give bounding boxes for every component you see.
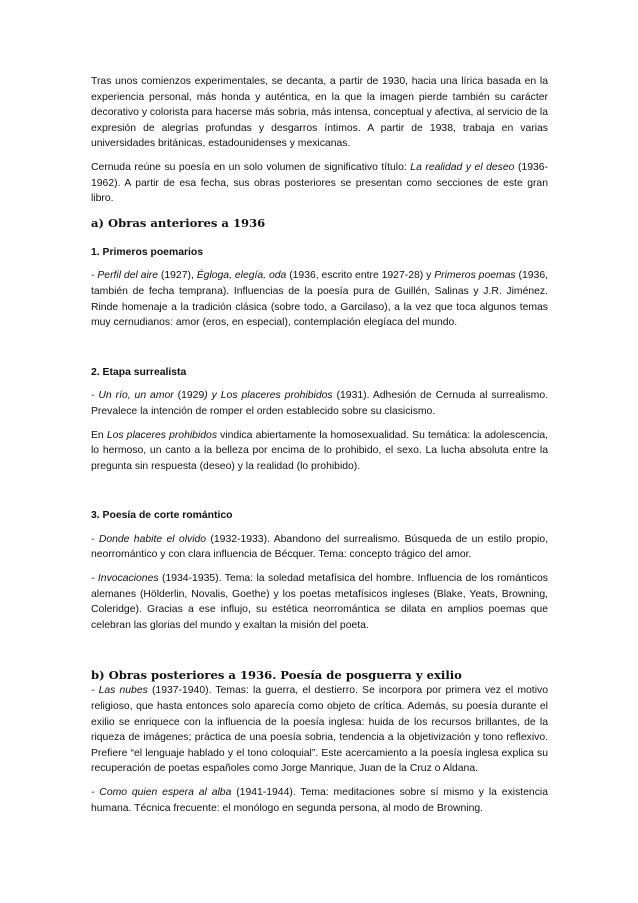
section-b-paragraph-1 — [91, 683, 548, 777]
text-span: (1927), — [158, 270, 197, 282]
text-span: (1929 — [173, 390, 205, 402]
subsection-3-paragraph-1 — [91, 532, 548, 563]
subsection-3-heading: 3. Poesía de corte romántico — [91, 510, 233, 522]
section-b-heading: b) Obras posteriores a 1936. Poesía de posguerra y exilio — [91, 668, 462, 683]
text-span: (1936, también de fecha temprana). Influencias de la poesía pura de Guillén, Salinas y J.R. Jiménez. Rinde homenaje a la tradición clásica (sobre todo, a Garcilaso), a la vez que toca algunos temas muy cernudianos: amor (eros, en especial), contemplación elegíaca del mundo. — [91, 270, 548, 329]
text-span: (1931). Adhesión de Cernuda al surrealismo. Prevalece la intención de romper el orden establecido sobre su clasicismo. — [91, 390, 548, 417]
section-a-heading: a) Obras anteriores a 1936 — [91, 215, 266, 230]
intro-p2-text-b: (1936-1962). A partir de esa fecha, sus obras posteriores se presentan como secciones de este gran libro. — [91, 161, 548, 205]
subsection-2-paragraph-2 — [91, 428, 548, 475]
text-span: En — [91, 429, 107, 441]
title-como-quien-espera-al-alba: - Como quien espera al alba — [91, 787, 232, 798]
intro-paragraph-2 — [91, 160, 548, 207]
text-span: (1941-1944). Tema: meditaciones sobre sí mismo y la existencia humana. Técnica frecuente: el monólogo en segunda persona, al modo de Browning. — [91, 787, 548, 814]
text-span: (1932-1933). Abandono del surrealismo. Búsqueda de un estilo propio, neorromántico y con clara influencia de Bécquer. Tema: concepto trágico del amor. — [91, 533, 548, 561]
text-span: (1934-1935). Tema: la soledad metafísica del hombre. Influencia de los románticos alemanes (Hölderlin, Novalis, Goethe) y los poetas metafísicos ingleses (Blake, Yeats, Browning, Coleridge). Gracias a ese influjo, su estética neorromántica se dilata en amplios poemas que celebran las glorias del mundo y exaltan la misión del poeta. — [91, 573, 548, 631]
subsection-1-paragraph — [91, 268, 548, 330]
subsection-2-paragraph-1 — [91, 388, 548, 419]
title-donde-habite-el-olvido: - Donde habite el olvido — [91, 533, 207, 545]
subsection-3-paragraph-2 — [91, 571, 548, 633]
text-span: (1937-1940). Temas: la guerra, el destierro. Se incorpora por primera vez el motivo religioso, que hasta entonces solo aparecía como objeto de crítica. Además, su poesía durante el exilio se enriquece con la influencia de la poesía inglesa: huida de los recursos brillantes, de la riqueza de imágenes; práctica de una poesía sobria, tendencia a la objetivización y tono reflexivo. Prefiere “el lenguaje hablado y el tono coloquial”. Este acercamiento a la poesía inglesa explica su recuperación de poetas españoles como Jorge Manrique, Juan de la Cruz o Aldana. — [91, 685, 548, 775]
subsection-1-heading: 1. Primeros poemarios — [91, 246, 204, 258]
title-las-nubes: - Las nubes — [91, 685, 148, 697]
title-placeres-prohibidos: Los placeres prohibidos — [106, 429, 218, 441]
title-primeros-poemas: Primeros poemas — [434, 270, 516, 282]
title-egloga: Égloga, elegía, oda — [196, 270, 287, 282]
title-placeres-prohibidos: ) y Los placeres prohibidos — [204, 390, 333, 402]
text-span: vindica abiertamente la homosexualidad. Su temática: la adolescencia, lo hermoso, un canto a la belleza por encima de lo prohibido, el sexo. La lucha absoluta entre la pregunta sin respuesta (deseo) y la realidad (lo prohibido). — [91, 429, 548, 472]
title-invocaciones: - Invocaciones — [91, 573, 159, 585]
intro-p2-text-a: Cernuda reúne su poesía en un solo volumen de significativo título: — [91, 161, 411, 173]
title-perfil-del-aire: - Perfil del aire — [91, 270, 159, 282]
intro-paragraph-1: Tras unos comienzos experimentales, se decanta, a partir de 1930, hacia una lírica basada en la experiencia personal, más honda y auténtica, en la que la imagen pierde también su carácter decorativo y colorista para hacerse más sobria, más intensa, conceptual y afectiva, al servicio de la expresión de alegrías profundas y desgarros íntimos. A partir de 1938, trabaja en varias universidades británicas, estadounidenses y mexicanas. — [91, 76, 548, 150]
subsection-2-heading: 2. Etapa surrealista — [91, 366, 187, 378]
text-span: (1936, escrito entre 1927-28) y — [286, 270, 435, 282]
section-b-paragraph-2 — [91, 785, 548, 816]
book-title-realidad-deseo: La realidad y el deseo — [410, 161, 515, 173]
document-page — [91, 74, 548, 816]
title-un-rio-un-amor: - Un río, un amor — [91, 390, 174, 402]
